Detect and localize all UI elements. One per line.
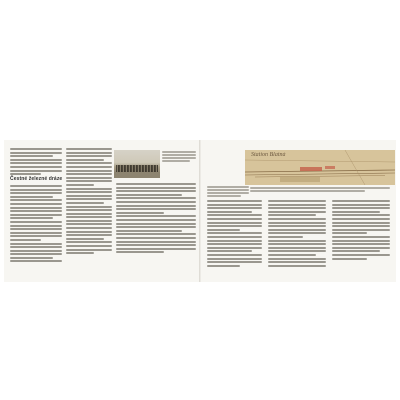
- photo-ground: [114, 172, 160, 178]
- map-caption-under: [250, 187, 390, 193]
- map-caption-left: [207, 186, 249, 198]
- crowd-figures: [116, 165, 158, 172]
- left-page-text-column-1-top: [10, 148, 62, 177]
- left-page-text-column-3: [116, 183, 196, 255]
- section-heading: Čestné železné dráze: [10, 176, 63, 182]
- historic-station-map: [245, 150, 395, 185]
- photo-caption: [162, 151, 196, 163]
- map-title-lettering: Station Blatná: [251, 152, 286, 158]
- left-page-text-column-1: [10, 185, 62, 264]
- right-page-text-column-3: [332, 200, 390, 261]
- left-page-text-column-2: [66, 148, 112, 256]
- right-page-text-column-1: [207, 200, 262, 268]
- historic-crowd-photo: [114, 150, 160, 178]
- right-page-text-column-2: [268, 200, 326, 268]
